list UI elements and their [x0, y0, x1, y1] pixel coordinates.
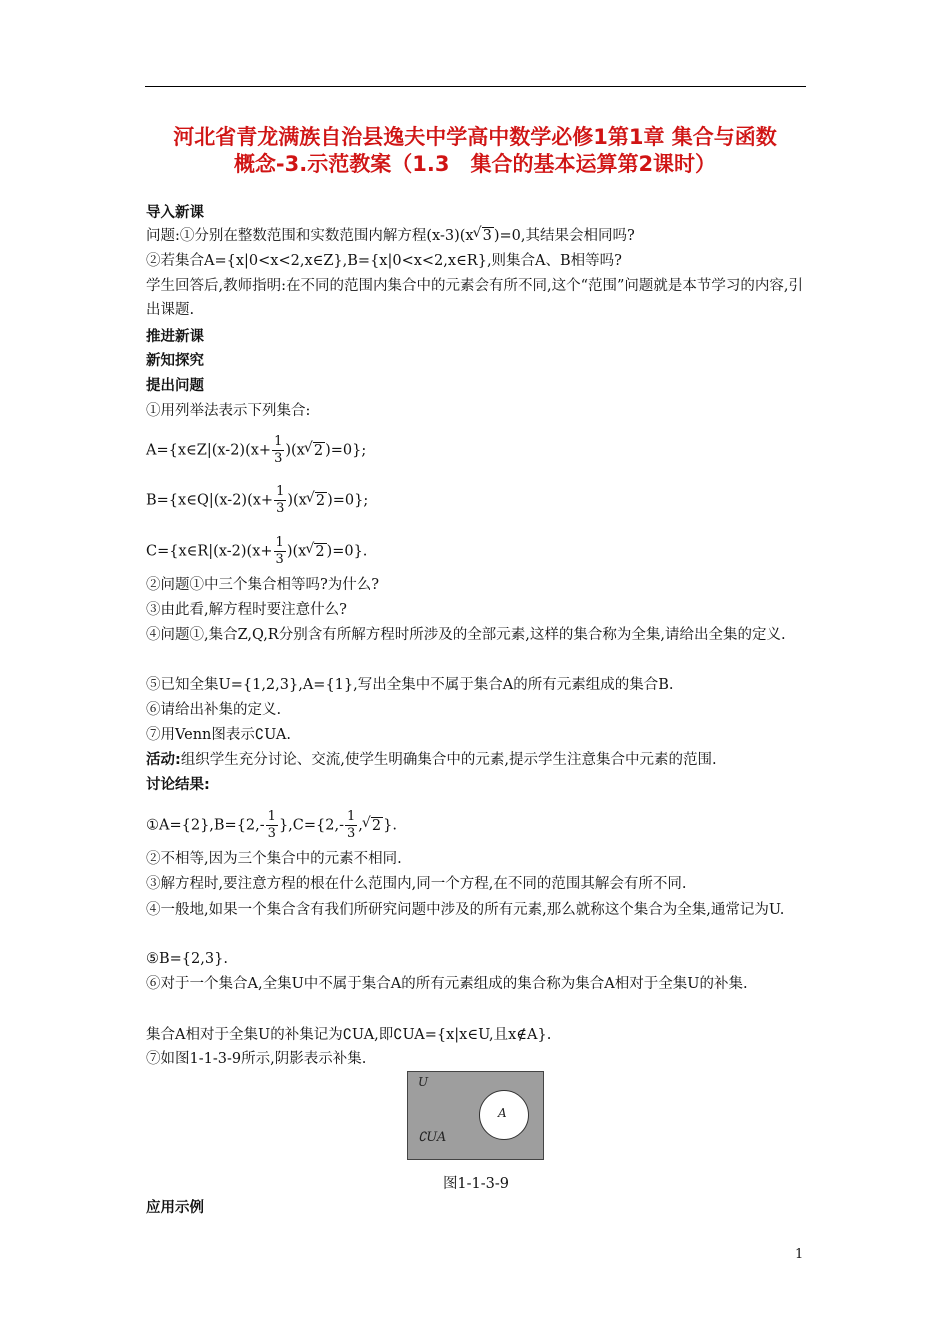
sqrt-2: √ 2: [371, 817, 383, 834]
problem-6: ⑥请给出补集的定义.: [146, 702, 282, 718]
header-rule: [145, 86, 806, 87]
result-2: ②不相等,因为三个集合中的元素不相同.: [146, 851, 402, 867]
section-apply-heading: 应用示例: [146, 1200, 204, 1216]
section-advance-heading: 推进新课: [146, 329, 204, 345]
title-line-2: 概念-3.示范教案（1.3 集合的基本运算第2课时）: [233, 152, 717, 176]
universal-set-label: U: [418, 1075, 429, 1089]
problem-3: ③由此看,解方程时要注意什么?: [146, 602, 347, 618]
sqrt-2: √ 2: [315, 492, 327, 509]
venn-diagram: [407, 1071, 544, 1160]
fraction: $\frac{1}{3}$: [275, 535, 284, 567]
fraction: $\frac{1}{3}$: [347, 809, 356, 841]
activity-paragraph: 活动:组织学生充分讨论、交流,使学生明确集合中的元素,提示学生注意集合中元素的范围.: [146, 752, 717, 768]
document-title: [120, 124, 830, 178]
result-1: ①A={2},B={2,- $\frac{1}{3}$ },C={2,- $\frac{1}{3}$ ,√ 2 }.: [146, 809, 397, 842]
fraction: $\frac{1}{3}$: [267, 809, 276, 841]
problem-2: ②问题①中三个集合相等吗?为什么?: [146, 577, 380, 593]
page-number: 1: [795, 1247, 804, 1262]
sqrt-3: √ 3: [482, 227, 494, 244]
set-a-label: A: [498, 1106, 507, 1120]
problem-5: ⑤已知全集U={1,2,3},A={1},写出全集中不属于集合A的所有元素组成的集合B.: [146, 677, 674, 693]
intro-answer: 学生回答后,教师指明:在不同的范围内集合中的元素会有所不同,这个“范围”问题就是本节学习的内容,引出课题.: [146, 278, 804, 318]
sqrt-2: √ 2: [313, 442, 325, 459]
problem-1: ①用列举法表示下列集合:: [146, 403, 311, 419]
title-line-1: 河北省青龙满族自治县逸夫中学高中数学必修1第1章 集合与函数: [173, 125, 777, 149]
result-4: ④一般地,如果一个集合含有我们所研究问题中涉及的所有元素,那么就称这个集合为全集,通常记为U.: [146, 902, 785, 918]
section-intro-heading: 导入新课: [146, 205, 204, 221]
set-c-expression: C={x∈R|(x-2)(x+ $\frac{1}{3}$ )(x√ 2 )=0}.: [146, 535, 367, 568]
fraction: $\frac{1}{3}$: [276, 484, 285, 516]
intro-question-1: 问题:①分别在整数范围和实数范围内解方程(x-3)(x√ 3 )=0,其结果会相同吗?: [146, 226, 635, 246]
section-discussion-heading: 讨论结果:: [146, 777, 210, 793]
activity-label: 活动:: [146, 752, 181, 768]
result-3: ③解方程时,要注意方程的根在什么范围内,同一个方程,在不同的范围其解会有所不同.: [146, 876, 687, 892]
complement-label: ∁UA: [418, 1130, 447, 1145]
sqrt-2: √ 2: [314, 543, 326, 560]
result-7: ⑦如图1-1-3-9所示,阴影表示补集.: [146, 1051, 367, 1067]
figure-caption: 图1-1-3-9: [442, 1176, 510, 1192]
result-6: ⑥对于一个集合A,全集U中不属于集合A的所有元素组成的集合称为集合A相对于全集U的补集.: [146, 976, 748, 992]
section-explore-heading: 新知探究: [146, 353, 204, 369]
intro-question-2: ②若集合A={x|0<x<2,x∈Z},B={x|0<x<2,x∈R},则集合A、B相等吗?: [146, 253, 622, 269]
section-pose-heading: 提出问题: [146, 378, 204, 394]
set-b-expression: B={x∈Q|(x-2)(x+ $\frac{1}{3}$ )(x√ 2 )=0};: [146, 484, 368, 517]
problem-4: ④问题①,集合Z,Q,R分别含有所解方程时所涉及的全部元素,这样的集合称为全集,请给出全集的定义.: [146, 627, 786, 643]
result-5: ⑤B={2,3}.: [146, 951, 228, 967]
set-a-expression: A={x∈Z|(x-2)(x+ $\frac{1}{3}$ )(x√ 2 )=0};: [146, 434, 366, 467]
result-6-notation: 集合A相对于全集U的补集记为∁UA,即∁UA={x|x∈U,且x∉A}.: [146, 1027, 552, 1043]
problem-7: ⑦用Venn图表示∁UA.: [146, 727, 291, 743]
fraction: $\frac{1}{3}$: [274, 434, 283, 466]
